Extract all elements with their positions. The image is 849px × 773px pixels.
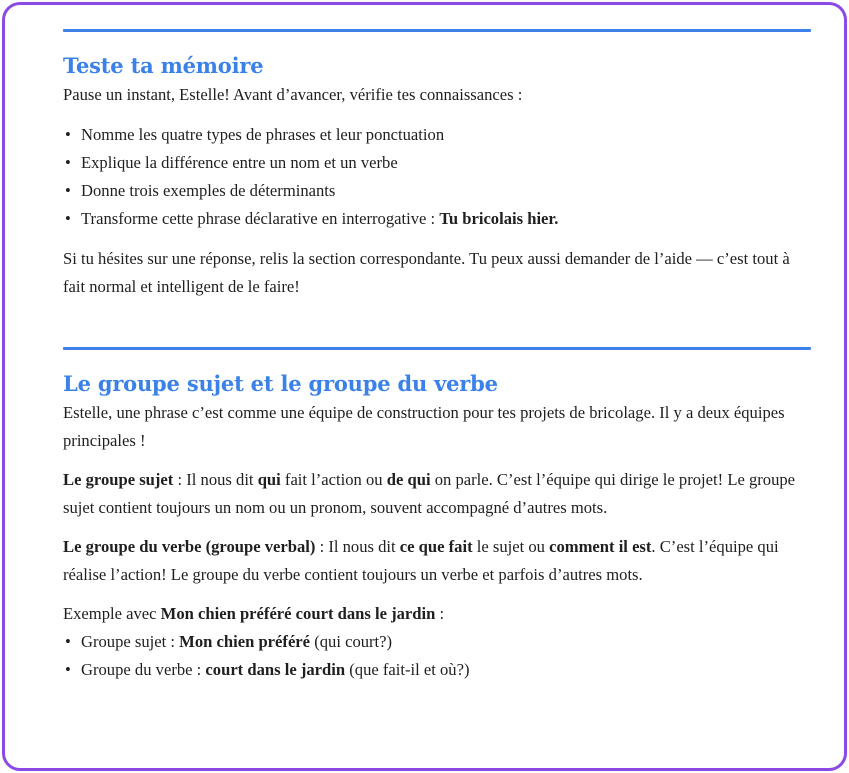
list-item: • Donne trois exemples de déterminants	[63, 177, 811, 205]
section-divider-2	[63, 347, 811, 350]
bold-span: qui	[257, 470, 281, 489]
bold-span: comment il est	[549, 537, 652, 556]
text-span: fait l’action ou	[280, 470, 387, 489]
bold-span: Mon chien préféré	[179, 632, 311, 651]
verb-group-label: Le groupe du verbe (groupe verbal)	[63, 537, 316, 556]
item-text: Transforme cette phrase déclarative en interrogative :	[81, 209, 440, 228]
subject-group-label: Le groupe sujet	[63, 470, 174, 489]
list-item: • Explique la différence entre un nom et un verbe	[63, 149, 811, 177]
memory-checklist	[63, 121, 811, 233]
text-span: Groupe sujet :	[81, 632, 180, 651]
document-content	[63, 29, 811, 684]
document-frame	[2, 2, 847, 771]
memory-intro-text: Pause un instant, Estelle! Avant d’avancer, vérifie tes connaissances :	[63, 85, 523, 104]
text-span: le sujet ou	[472, 537, 550, 556]
text-span: : Il nous dit	[315, 537, 400, 556]
bold-span: court dans le jardin	[205, 660, 346, 679]
subject-group-paragraph	[63, 466, 811, 522]
list-item: • Nomme les quatre types de phrases et leur ponctuation	[63, 121, 811, 149]
text-span: : Il nous dit	[173, 470, 258, 489]
bold-span: de qui	[386, 470, 431, 489]
example-sentence: Mon chien préféré court dans le jardin	[160, 604, 436, 623]
verb-group-paragraph	[63, 533, 811, 589]
example-list	[63, 628, 811, 684]
text-span: Groupe du verbe :	[81, 660, 206, 679]
list-item	[63, 205, 811, 233]
text-span: :	[435, 604, 445, 623]
text-span: (qui court?)	[310, 632, 393, 651]
memory-outro-text: Si tu hésites sur une réponse, relis la section correspondante. Tu peux aussi demander de l’aide — c’est tout à fait normal et intelligent de le faire!	[63, 249, 790, 296]
list-item	[63, 628, 811, 656]
text-span: Exemple avec	[63, 604, 161, 623]
section-title-groups: Le groupe sujet et le groupe du verbe	[63, 371, 498, 396]
text-span: (que fait-il et où?)	[345, 660, 470, 679]
text-span: on parle. C’est l’équipe qui dirige le projet! Le groupe sujet contient toujours un nom ou un pronom, souvent accompagné d’autres mots.	[63, 470, 796, 517]
section-title-memory: Teste ta mémoire	[63, 53, 264, 78]
list-item	[63, 656, 811, 684]
text-span: . C’est l’équipe qui réalise l’action! Le groupe du verbe contient toujours un verbe et parfois d’autres mots.	[63, 537, 779, 584]
bold-sentence: Tu bricolais hier.	[439, 209, 559, 228]
groups-intro-text: Estelle, une phrase c’est comme une équipe de construction pour tes projets de bricolage. Il y a deux équipes principales !	[63, 403, 785, 450]
example-intro	[63, 600, 811, 628]
section-divider-1	[63, 29, 811, 32]
bold-span: ce que fait	[399, 537, 473, 556]
